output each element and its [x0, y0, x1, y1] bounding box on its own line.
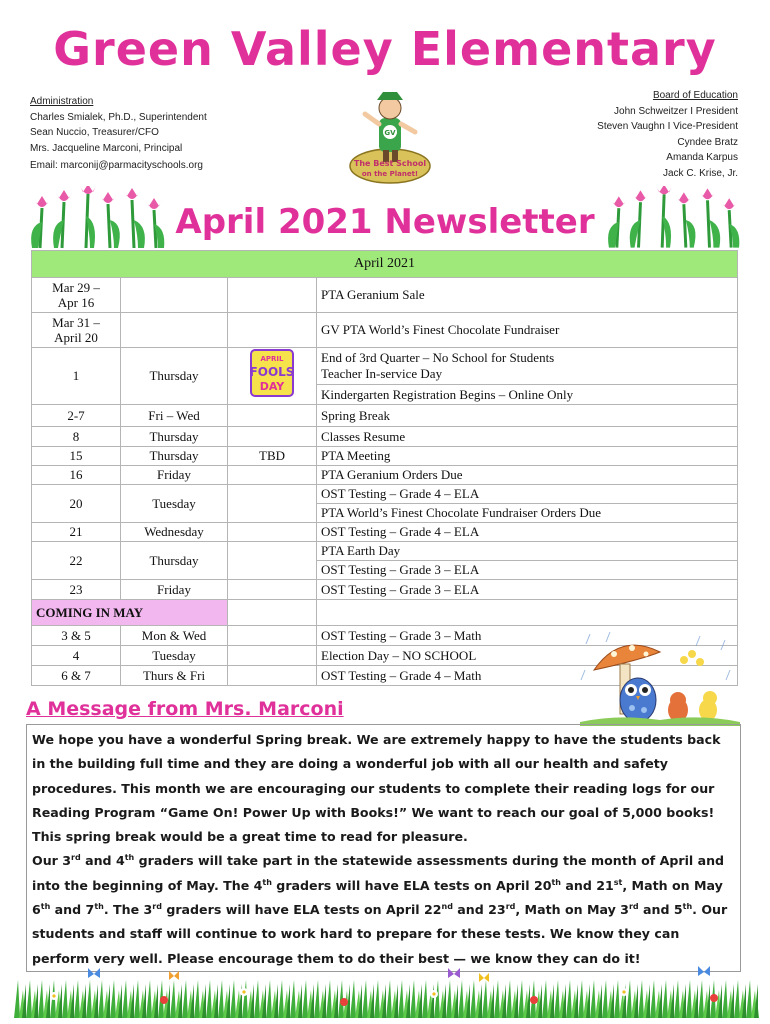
row-time	[228, 466, 317, 485]
row-time	[228, 626, 317, 646]
row-day: Tuesday	[121, 485, 228, 523]
p2-text: , Math on May 6	[32, 877, 723, 918]
row-time	[228, 313, 317, 348]
p2-sup: th	[94, 901, 104, 911]
row-date: 6 & 7	[32, 666, 121, 686]
p2-sup: rd	[505, 901, 516, 911]
administration-block	[30, 94, 207, 174]
row-time	[228, 542, 317, 580]
admin-principal: Mrs. Jacqueline Marconi, Principal	[30, 142, 183, 154]
p2-text: graders will have ELA tests on April 22	[161, 902, 442, 918]
row-date: 4	[32, 646, 121, 666]
p2-sup: th	[124, 853, 135, 863]
grass-flower-border-icon	[14, 966, 759, 1018]
row-day: Thursday	[121, 427, 228, 447]
table-row	[32, 447, 738, 466]
row-time	[228, 405, 317, 427]
row-day: Thurs & Fri	[121, 666, 228, 686]
newsletter-title: April 2021 Newsletter	[175, 202, 595, 242]
april-calendar-table	[31, 250, 738, 686]
p2-text: graders will have ELA tests on April 20	[271, 877, 552, 893]
table-row	[32, 278, 738, 313]
mushroom-owl-illustration-icon	[580, 630, 740, 726]
row-event: End of 3rd Quarter – No School for Students Teacher In-service Day	[317, 348, 738, 385]
row-day: Friday	[121, 580, 228, 600]
row-time	[228, 485, 317, 523]
row-time	[228, 666, 317, 686]
row-event: Spring Break	[317, 405, 738, 427]
calendar-month-heading: April 2021	[32, 251, 738, 278]
row-day: Fri – Wed	[121, 405, 228, 427]
row-date: 21	[32, 523, 121, 542]
mascot-logo-icon	[345, 90, 435, 190]
row-event: Kindergarten Registration Begins – Online Only	[317, 385, 738, 405]
row-event: Classes Resume	[317, 427, 738, 447]
row-date: 8	[32, 427, 121, 447]
coming-in-may-heading: COMING IN MAY	[32, 600, 228, 626]
row-date: Mar 31 – April 20	[32, 313, 121, 348]
table-row	[32, 523, 738, 542]
coming-in-may-row	[32, 600, 738, 626]
row-time: TBD	[228, 447, 317, 466]
row-date: 23	[32, 580, 121, 600]
p2-text: . Our students and staff will continue to work hard to prepare for these tests. We know they can perform very well. Please encourage them to do their best — we know they can do it!	[32, 902, 728, 966]
p2-text: and 5	[638, 902, 683, 918]
p2-text: Our 3	[32, 853, 72, 869]
row-day: Thursday	[121, 447, 228, 466]
april-fools-sign-icon	[248, 348, 296, 400]
row-day: Friday	[121, 466, 228, 485]
row-date: 16	[32, 466, 121, 485]
row-date: Mar 29 – Apr 16	[32, 278, 121, 313]
row-day: Tuesday	[121, 646, 228, 666]
row-day: Wednesday	[121, 523, 228, 542]
sign-april-text: APRIL	[260, 355, 284, 363]
april-fools-cell	[228, 348, 317, 405]
p2-sup: th	[682, 901, 693, 911]
row-day	[121, 313, 228, 348]
table-row	[32, 313, 738, 348]
row-day: Thursday	[121, 542, 228, 580]
board-member-3: Jack C. Krise, Jr.	[662, 167, 738, 179]
table-row	[32, 485, 738, 504]
p2-text: graders will take part in the statewide assessments during the month of April and into the beginning of May. The 4	[32, 853, 725, 893]
row-event: PTA Geranium Orders Due	[317, 466, 738, 485]
row-time	[228, 646, 317, 666]
row-day: Mon & Wed	[121, 626, 228, 646]
row-date: 20	[32, 485, 121, 523]
row-date: 3 & 5	[32, 626, 121, 646]
row-event: OST Testing – Grade 3 – Math	[317, 626, 738, 646]
p2-text: , Math on May 3	[515, 902, 629, 918]
p2-sup: th	[40, 901, 51, 911]
p2-sup: rd	[152, 901, 162, 911]
row-event: PTA Meeting	[317, 447, 738, 466]
row-event: OST Testing – Grade 4 – ELA	[317, 523, 738, 542]
row-event: PTA Earth Day	[317, 542, 738, 561]
row-date: 15	[32, 447, 121, 466]
table-row	[32, 466, 738, 485]
sign-day-text: DAY	[259, 380, 285, 393]
p2-sup: rd	[71, 853, 81, 863]
row-day	[121, 278, 228, 313]
table-row	[32, 348, 738, 385]
sign-fools-text: FOOLS	[249, 365, 295, 379]
row-date: 22	[32, 542, 121, 580]
p2-text: and 21	[561, 877, 614, 893]
coming-spacer	[228, 600, 317, 626]
p2-text: and 4	[80, 853, 125, 869]
p2-text: . The 3	[103, 902, 153, 918]
administration-heading: Administration	[30, 96, 94, 107]
admin-email[interactable]: Email: marconij@parmacityschools.org	[30, 160, 203, 171]
calendar-header-row	[32, 251, 738, 278]
message-body	[32, 728, 737, 971]
row-event: OST Testing – Grade 3 – ELA	[317, 561, 738, 580]
mascot-motto-line1: The Best School	[353, 159, 427, 168]
row-event: OST Testing – Grade 4 – Math	[317, 666, 738, 686]
row-day: Thursday	[121, 348, 228, 405]
board-member-1: Cyndee Bratz	[677, 136, 738, 148]
p2-sup: rd	[628, 901, 639, 911]
mascot-motto-line2: on the Planet!	[361, 170, 419, 178]
admin-superintendent: Charles Smialek, Ph.D., Superintendent	[30, 111, 207, 123]
table-row	[32, 580, 738, 600]
row-event: Election Day – NO SCHOOL	[317, 646, 738, 666]
table-row	[32, 542, 738, 561]
p2-text: and 7	[50, 902, 95, 918]
row-event: OST Testing – Grade 3 – ELA	[317, 580, 738, 600]
row-time	[228, 580, 317, 600]
board-block	[597, 88, 738, 181]
school-title: Green Valley Elementary	[53, 22, 717, 76]
row-time	[228, 427, 317, 447]
admin-treasurer: Sean Nuccio, Treasurer/CFO	[30, 127, 159, 138]
row-event: PTA Geranium Sale	[317, 278, 738, 313]
row-event: GV PTA World’s Finest Chocolate Fundraiser	[317, 313, 738, 348]
row-event: PTA World’s Finest Chocolate Fundraiser Orders Due	[317, 504, 738, 523]
coming-spacer	[317, 600, 738, 626]
row-date: 1	[32, 348, 121, 405]
row-event: OST Testing – Grade 4 – ELA	[317, 485, 738, 504]
p2-sup: th	[262, 877, 272, 887]
board-heading: Board of Education	[652, 90, 738, 101]
board-vice-president: Steven Vaughn I Vice-President	[597, 121, 738, 132]
table-row	[32, 405, 738, 427]
row-date: 2-7	[32, 405, 121, 427]
message-paragraph-2	[32, 849, 737, 970]
board-member-2: Amanda Karpus	[666, 152, 738, 163]
board-president: John Schweitzer I President	[614, 105, 738, 117]
p2-sup: st	[613, 877, 623, 887]
p2-sup: th	[551, 877, 562, 887]
row-time	[228, 278, 317, 313]
p2-sup: nd	[441, 901, 453, 911]
mascot-gv-text: GV	[384, 129, 396, 137]
p2-text: and 23	[452, 902, 506, 918]
message-title: A Message from Mrs. Marconi	[26, 698, 344, 720]
row-time	[228, 523, 317, 542]
table-row	[32, 427, 738, 447]
message-paragraph-1: We hope you have a wonderful Spring break. We are extremely happy to have the students back in the building full time and they are doing a wonderful job with all our health and safety procedures. This month we are encouraging our students to complete their reading logs for our Reading Program “Game On! Power Up with Books!” We want to reach our goal of 5,000 books! This spring break would be a great time to read for pleasure.	[32, 732, 721, 845]
